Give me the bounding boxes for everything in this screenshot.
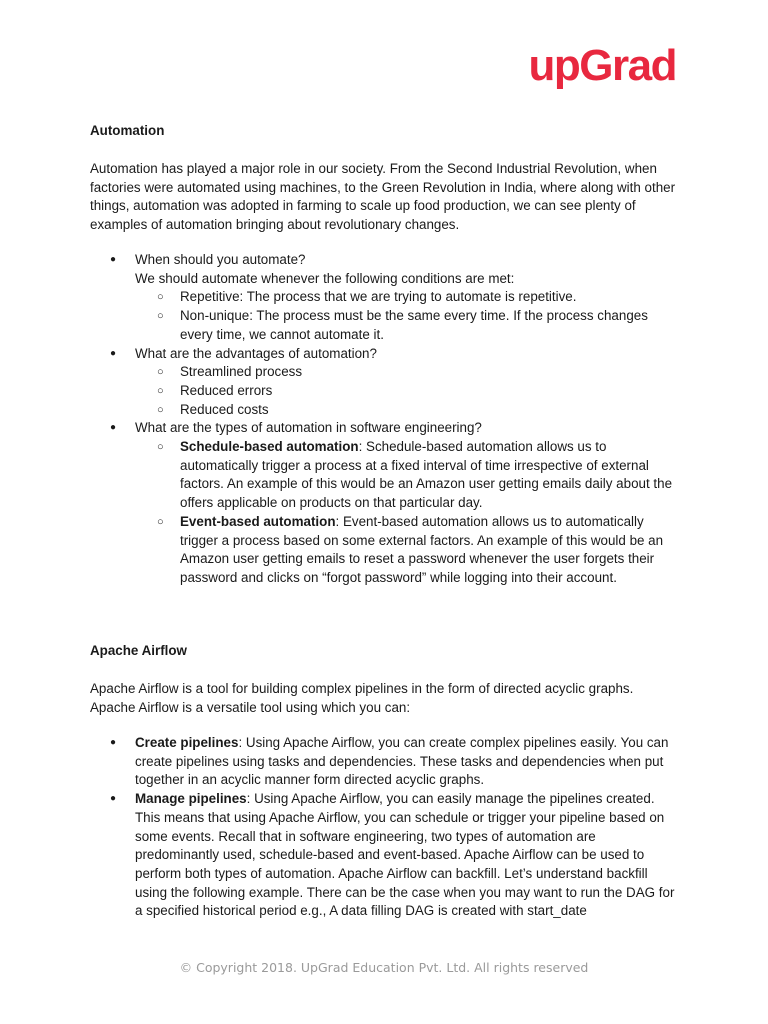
heading-automation: Automation <box>90 123 165 138</box>
upgrad-logo: upGrad <box>528 41 676 90</box>
desc-create-pipelines: : Using Apache Airflow, you can create complex pipelines easily. You can create pipelines using tasks and dependencies. These tasks and dependencies when put together in an acyclic manner form directed acyclic graphs. <box>135 735 669 788</box>
question-types: ● What are the types of automation in software engineering? <box>90 419 680 438</box>
list-item <box>90 251 680 288</box>
heading-apache-airflow: Apache Airflow <box>90 643 187 658</box>
desc-manage-pipelines: : Using Apache Airflow, you can easily manage the pipelines created. This means that using Apache Airflow, you can schedule or trigger your pipeline based on some events. Recall that in software engineering, two types of automation are predominantly used, schedule-based and event-based. Apache Airflow can be used to perform both types of automation. Apache Airflow can backfill. Let’s understand backfill using the following example. There can be the case when you may want to run the DAG for a specified historical period e.g., A data filling DAG is created with start_date <box>135 791 675 919</box>
airflow-intro: Apache Airflow is a tool for building complex pipelines in the form of directed acyclic graphs. Apache Airflow is a versatile tool using which you can: <box>90 681 634 715</box>
list-item: ○ Streamlined process <box>90 363 680 382</box>
list-item: ○ Reduced costs <box>90 401 680 420</box>
desc-schedule-based: : Schedule-based automation allows us to automatically trigger a process at a fixed interval of time irrespective of external factors. An example of this would be an Amazon user getting emails daily about the offers applicable on products on that particular day. <box>180 439 673 511</box>
conditions-intro: We should automate whenever the following conditions are met: <box>135 270 515 286</box>
list-item: ○ Reduced errors <box>90 382 680 401</box>
term-manage-pipelines: Manage pipelines <box>135 791 247 807</box>
list-item <box>90 513 680 588</box>
term-schedule-based: Schedule-based automation <box>180 439 359 455</box>
list-item <box>90 734 680 790</box>
question-advantages: ● What are the advantages of automation? <box>90 345 680 364</box>
question-when-to-automate: When should you automate? <box>135 252 306 267</box>
airflow-list <box>90 734 680 921</box>
automation-list <box>90 251 680 588</box>
term-create-pipelines: Create pipelines <box>135 735 239 750</box>
list-item <box>90 790 680 921</box>
desc-event-based: : Event-based automation allows us to automatically trigger a process based on some external factors. An example of this would be an Amazon user getting emails to reset a password whenever the user forgets their password and clicks on “forgot password” while logging into their account. <box>180 513 664 585</box>
list-item: ○ Repetitive: The process that we are trying to automate is repetitive. <box>90 288 680 307</box>
list-item: ○ Non-unique: The process must be the same every time. If the process changes every time, we cannot automate it. <box>90 307 680 344</box>
term-event-based: Event-based automation <box>180 513 336 529</box>
automation-intro: Automation has played a major role in our society. From the Second Industrial Revolution, when factories were automated using machines, to the Green Revolution in India, where along with other things, automation was adopted in farming to scale up food production, we can see plenty of examples of automation bringing about revolutionary changes. <box>90 161 676 233</box>
list-item <box>90 438 680 513</box>
copyright-footer: © Copyright 2018. UpGrad Education Pvt. Ltd. All rights reserved <box>179 960 589 975</box>
